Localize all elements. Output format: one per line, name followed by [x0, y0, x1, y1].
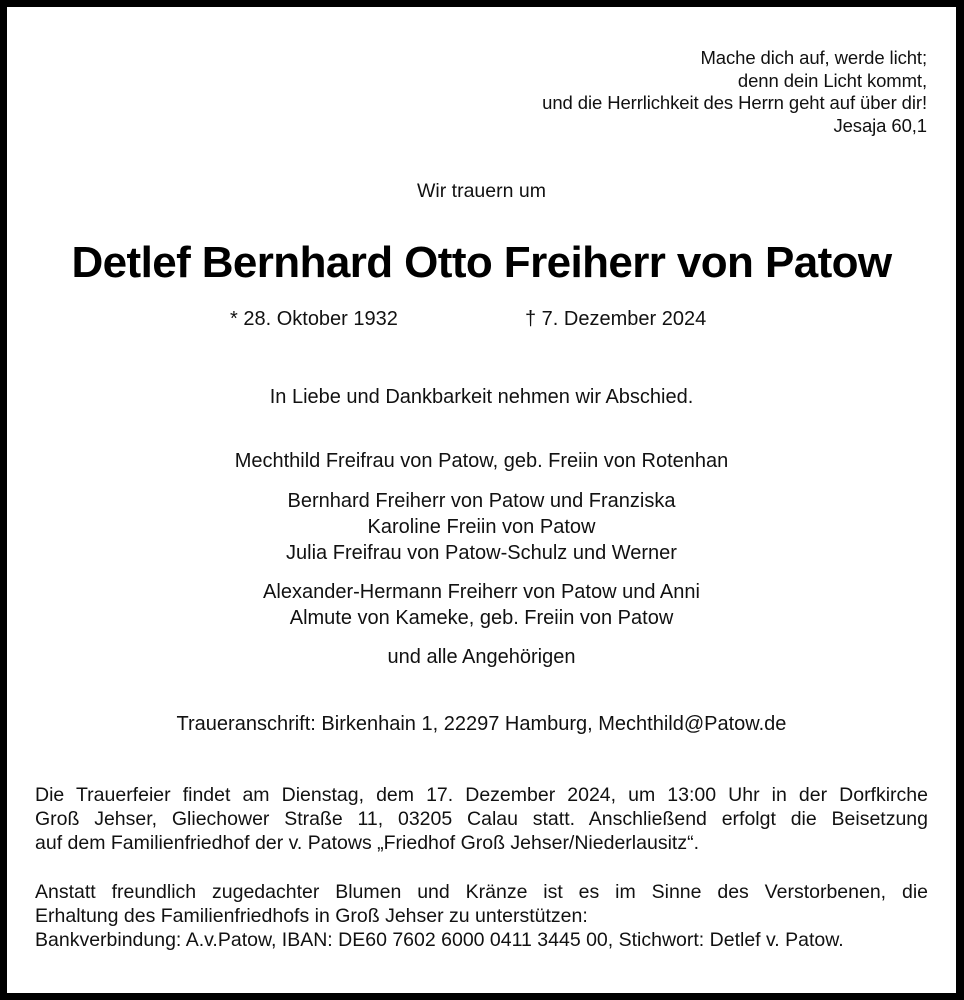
deceased-name: Detlef Bernhard Otto Freiherr von Patow: [71, 238, 892, 287]
paragraph-line: Groß Jehser, Gliechower Straße 11, 03205 Calau statt. Anschließend erfolgt die Beisetzung: [35, 808, 928, 830]
intro-text: Wir trauern um: [417, 180, 546, 202]
mourning-address: Traueranschrift: Birkenhain 1, 22297 Hamburg, Mechthild@Patow.de: [176, 713, 787, 735]
mourner-line: Alexander-Hermann Freiherr von Patow und Anni: [263, 581, 700, 603]
birth-date: * 28. Oktober 1932: [230, 308, 398, 330]
quote-source: Jesaja 60,1: [833, 114, 927, 136]
mourners-spouse: [7, 448, 956, 474]
mourners-group-3: [7, 579, 956, 631]
mourner-line: Karoline Freiin von Patow: [367, 516, 596, 538]
paragraph-line: Anstatt freundlich zugedachter Blumen und Kränze ist es im Sinne des Verstorbenen, die: [35, 881, 928, 903]
life-dates: [7, 307, 956, 333]
farewell-text: In Liebe und Dankbarkeit nehmen wir Abschied.: [269, 386, 694, 408]
bible-quote: [542, 47, 927, 137]
quote-line: und die Herrlichkeit des Herrn geht auf über dir!: [542, 92, 927, 113]
mourner-line: Bernhard Freiherr von Patow und Franziska: [287, 490, 676, 512]
mourner-line: Julia Freifrau von Patow-Schulz und Werner: [286, 542, 677, 564]
donation-notice: [35, 880, 928, 952]
obituary-page: [7, 7, 956, 993]
quote-line: denn dein Licht kommt,: [737, 69, 927, 91]
mourner-line: Almute von Kameke, geb. Freiin von Patow: [289, 607, 674, 629]
other-relatives: und alle Angehörigen: [387, 646, 576, 668]
paragraph-line: Die Trauerfeier findet am Dienstag, dem 17. Dezember 2024, um 13:00 Uhr in der Dorfkirche: [35, 784, 928, 806]
death-date: † 7. Dezember 2024: [525, 308, 707, 330]
paragraph-line: Bankverbindung: A.v.Patow, IBAN: DE60 7602 6000 0411 3445 00, Stichwort: Detlef v. Patow.: [35, 929, 844, 951]
funeral-notice: [35, 783, 928, 855]
mourner-line: Mechthild Freifrau von Patow, geb. Freiin von Rotenhan: [234, 450, 729, 472]
paragraph-line: Erhaltung des Familienfriedhofs in Groß Jehser zu unterstützen:: [35, 905, 588, 927]
quote-line: Mache dich auf, werde licht;: [700, 47, 927, 68]
mourners-group-2: [7, 488, 956, 566]
paragraph-line: auf dem Familienfriedhof der v. Patows „Friedhof Groß Jehser/Niederlausitz“.: [35, 832, 699, 854]
